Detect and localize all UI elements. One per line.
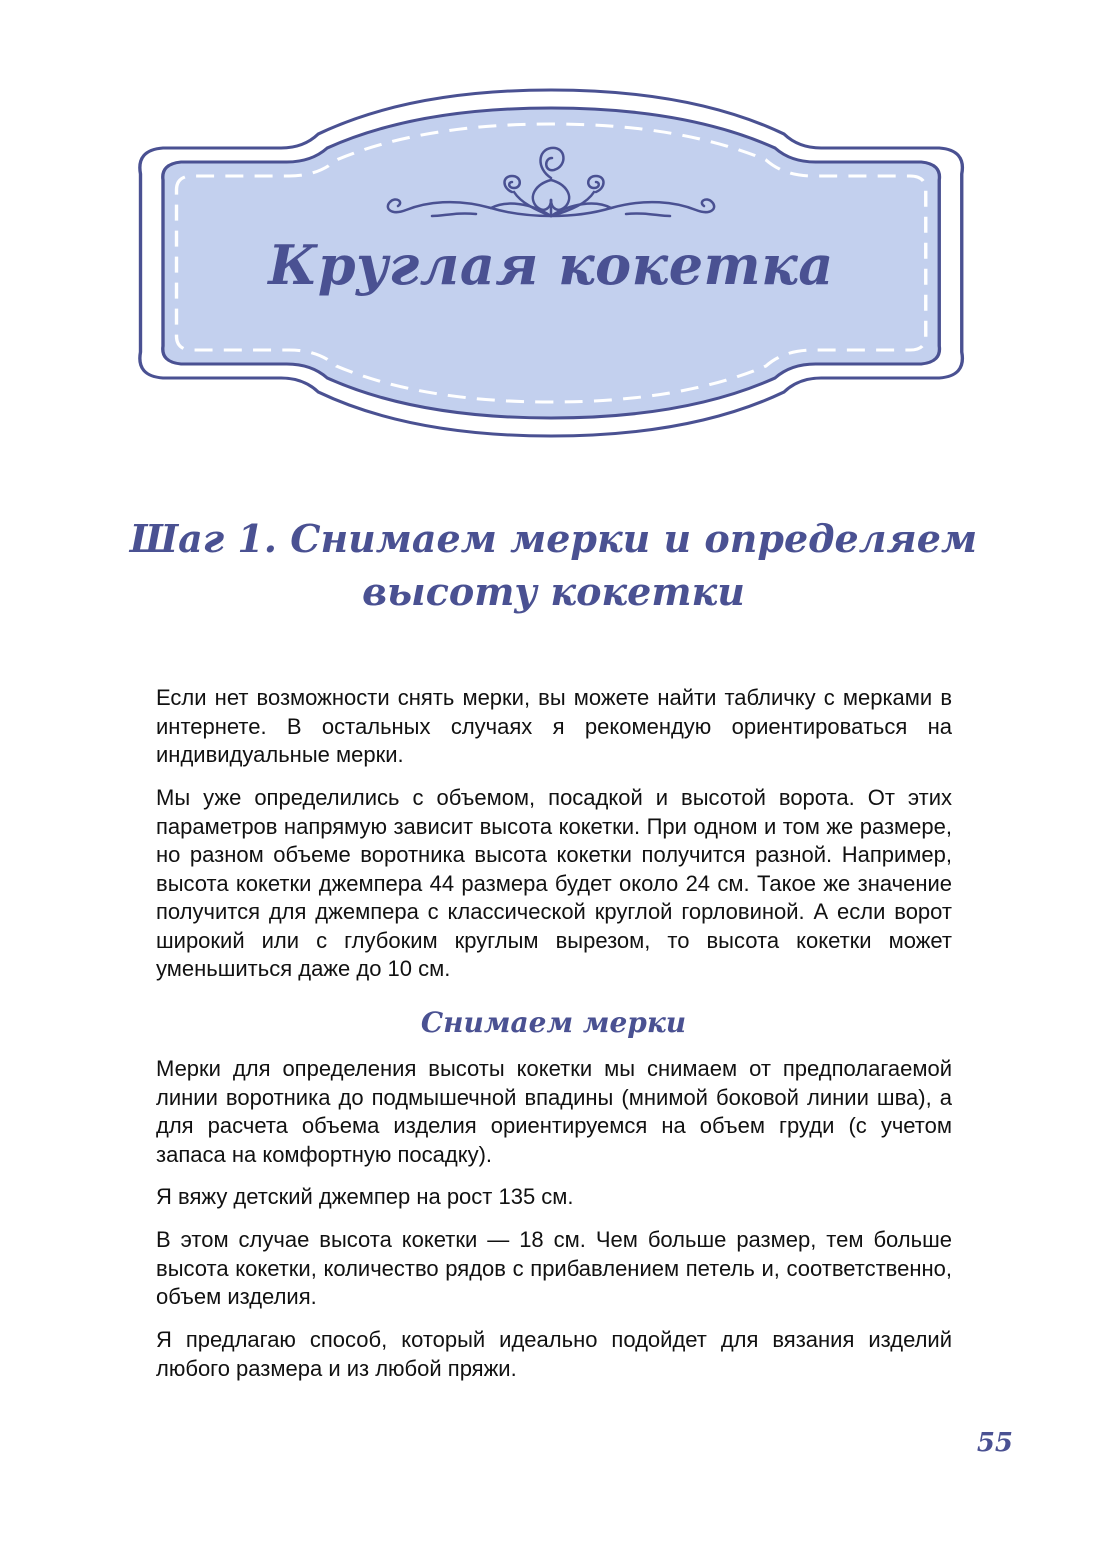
step-heading-line2: высоту кокетки (362, 569, 745, 614)
step-heading-line1: Шаг 1. Снимаем мерки и определяем (129, 516, 978, 561)
paragraph-3: Мерки для определения высоты кокетки мы снимаем от предполагаемой линии воротника до подмышечной впадины (мнимой боковой линии шва), а для расчета объема изделия ориентируемся на объем груди (с учетом запаса на комфортную посадку). (156, 1056, 952, 1167)
paragraph-2: Мы уже определились с объемом, посадкой и высотой ворота. От этих параметров напрямую зависит высота кокетки. При одном и том же размере, но разном объеме воротника высота кокетки получится разной. Например, высота кокетки джемпера 44 размера будет около 24 см. Такое же значение получится для джемпера с классической круглой горловиной. А если ворот широкий или с глубоким круглым вырезом, то высота кокетки может уменьшиться даже до 10 см. (156, 785, 952, 981)
paragraph-5: В этом случае высота кокетки — 18 см. Чем больше размер, тем больше высота кокетки, количество рядов с прибавлением петель и, соответственно, объем изделия. (156, 1227, 952, 1309)
paragraph-4: Я вяжу детский джемпер на рост 135 см. (156, 1184, 574, 1209)
title-banner (126, 88, 976, 438)
paragraph-1: Если нет возможности снять мерки, вы можете найти табличку с мерками в интернете. В остальных случаях я рекомендую ориентироваться на индивидуальные мерки. (156, 685, 952, 767)
step-heading (120, 512, 987, 618)
page-number: 55 (976, 1428, 1013, 1458)
chapter-title: Круглая кокетка (268, 233, 834, 297)
paragraph-6: Я предлагаю способ, который идеально подойдет для вязания изделий любого размера и из любой пряжи. (156, 1327, 952, 1381)
section-subheading: Снимаем мерки (420, 1006, 687, 1039)
